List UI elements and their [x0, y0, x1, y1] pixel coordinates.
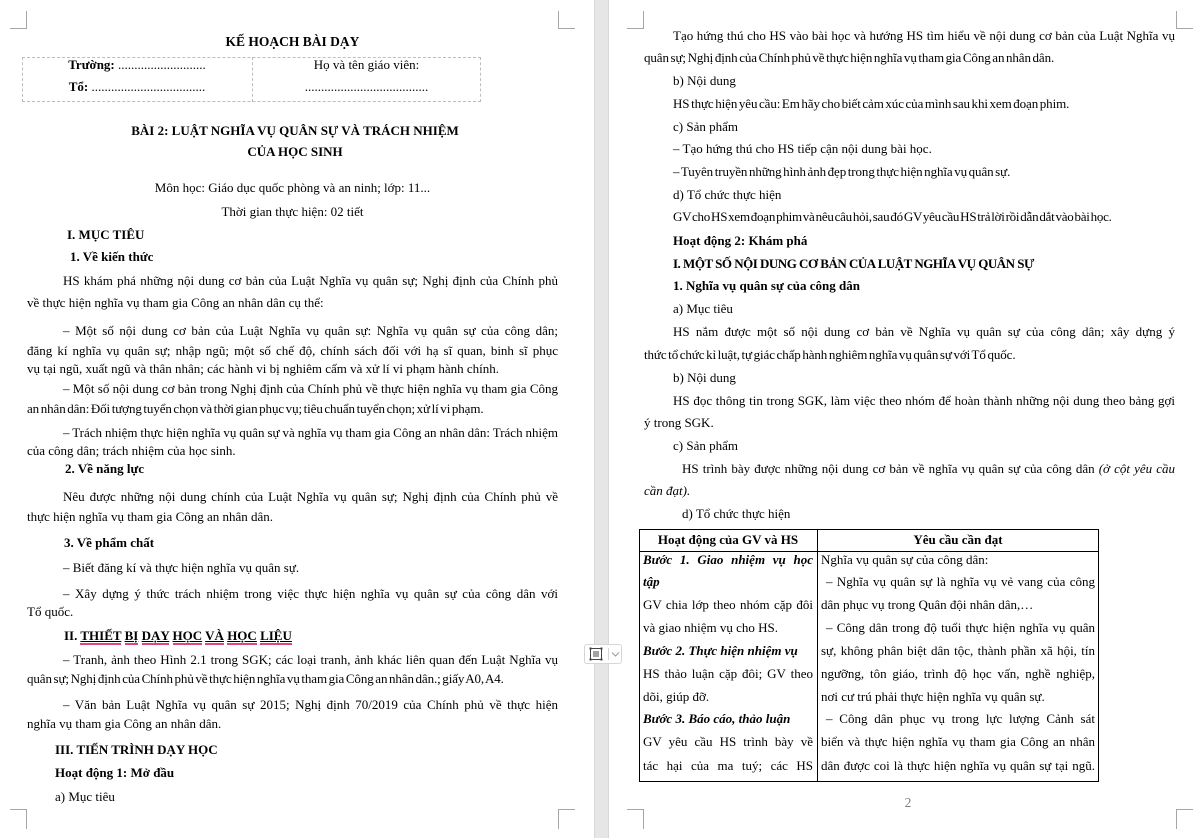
spellcheck-flagged-word[interactable]: HỌC: [172, 628, 203, 643]
spellcheck-flagged-word[interactable]: BỊ: [124, 628, 139, 643]
section-2-heading: [64, 627, 292, 645]
activity-1-content-text: HS thực hiện yêu cầu: Em hãy cho biết cảm xúc của mình sau khi xem đoạn phim.: [673, 96, 1070, 111]
table-cell-line: tập: [643, 574, 660, 589]
table-cell-line: Bước 1. Giao nhiệm vụ học: [643, 552, 813, 567]
crop-mark-top-left: [627, 11, 644, 29]
paragraph-line: – Xây dựng ý thức trách nhiệm trong việc thực hiện nghĩa vụ quân sự của công dân với: [63, 586, 558, 601]
paragraph-line: vụ tại ngũ, xuất ngũ và thân nhân; các hành vi bị nghiêm cấm và xử lí vi phạm hành chính.: [27, 361, 500, 376]
activity-2-content-label: b) Nội dung: [673, 370, 736, 385]
table-cell-line: sự, không phân biệt dân tộc, thành phần xã hội, tín: [821, 643, 1095, 658]
group-field: [22, 78, 252, 96]
teacher-label: Họ và tên giáo viên:: [313, 57, 420, 72]
table-cell-line: Bước 3. Báo cáo, thảo luận: [643, 711, 791, 726]
paragraph-line: Tổ quốc.: [27, 604, 74, 619]
paragraph-line: – Biết đăng kí và thực hiện nghĩa vụ quân sự.: [63, 560, 300, 575]
product-item: – Tạo hứng thú cho HS tiếp cận nội dung bài học.: [673, 141, 932, 156]
crop-mark-top-left: [10, 11, 27, 29]
crop-mark-bottom-left: [10, 809, 27, 829]
spellcheck-flagged-word[interactable]: LIỆU: [260, 628, 292, 643]
layout-options-icon: [589, 647, 603, 661]
paragraph-line: đăng kí nghĩa vụ quân sự; nhập ngũ; một số chế độ, chính sách đối với hạ sĩ quan, binh sĩ phục: [27, 343, 558, 358]
paragraph-line: HS nắm được một số nội dung cơ bản về Nghĩa vụ quân sự của công dân; xây dựng ý: [673, 324, 1175, 339]
layout-options-button[interactable]: [584, 644, 622, 664]
knowledge-heading: 1. Về kiến thức: [70, 249, 154, 264]
activity-2-product-label: c) Sản phẩm: [673, 438, 738, 453]
crop-mark-bottom-right: [558, 809, 575, 829]
paragraph-line: – Văn bản Luật Nghĩa vụ quân sự 2015; Nghị định 70/2019 của Chính phủ về thực hiện: [63, 697, 558, 712]
paragraph-line: về thực hiện nghĩa vụ tham gia Công an nhân dân cụ thể:: [27, 295, 324, 310]
group-value: ...................................: [88, 79, 206, 94]
paragraph-line: HS khám phá những nội dung cơ bản của Luật Nghĩa vụ quân sự; Nghị định của Chính phủ: [63, 273, 558, 288]
product-note: (ở cột yêu cầu: [1098, 461, 1176, 476]
product-note-continued: cần đạt).: [644, 483, 691, 498]
document-title: KẾ HOẠCH BÀI DẠY: [225, 34, 360, 49]
section-1-heading: I. MỤC TIÊU: [67, 227, 145, 242]
duration-line: Thời gian thực hiện: 02 tiết: [221, 204, 364, 219]
paragraph-line: – Một số nội dung cơ bản trong Nghị định của Chính phủ về thực hiện nghĩa vụ tham gia Công: [63, 381, 558, 396]
subject-line: Môn học: Giáo dục quốc phòng và an ninh; lớp: 11...: [154, 180, 431, 195]
crop-mark-top-right: [558, 11, 575, 29]
activity-1-organization-text: GV cho HS xem đoạn phim và nêu câu hỏi, sau đó GV yêu cầu HS trả lời rồi dẫn dắt vào bài học.: [673, 209, 1112, 224]
spellcheck-flagged-word[interactable]: THIẾT: [80, 628, 122, 643]
table-column-divider: [817, 529, 818, 782]
table-cell-line: – Công dân phục vụ trong lực lượng Cảnh sát: [826, 711, 1095, 726]
activity-1-heading: Hoạt động 1: Mở đầu: [55, 765, 175, 780]
school-value: ...........................: [114, 57, 206, 72]
table-cell-line: – Nghĩa vụ quân sự là nghĩa vụ vẻ vang của công: [826, 574, 1095, 589]
subsection-heading: 1. Nghĩa vụ quân sự của công dân: [673, 278, 860, 293]
page-1[interactable]: [0, 0, 594, 838]
teacher-value: ......................................: [304, 79, 429, 94]
activity-1-organization-label: d) Tổ chức thực hiện: [673, 187, 782, 202]
chevron-down-icon[interactable]: [611, 650, 620, 658]
paragraph-line: – Một số nội dung cơ bản của Luật Nghĩa vụ quân sự: Nghĩa vụ quân sự của công dân;: [63, 323, 558, 338]
paragraph-line: quân sự; Nghị định của Chính phủ về thực hiện nghĩa vụ tham gia Công an nhân dân.: [644, 50, 1055, 65]
table-cell-line: ngưỡng, tôn giáo, trình độ học vấn, nghề nghiệp,: [821, 666, 1095, 681]
paragraph-line: – Tranh, ảnh theo Hình 2.1 trong SGK; các loại tranh, ảnh khác liên quan đến Luật Nghĩa vụ: [63, 652, 558, 667]
school-field: [22, 56, 252, 74]
section-2-number: II.: [64, 628, 78, 643]
spellcheck-flagged-word[interactable]: DẠY: [141, 628, 170, 643]
paragraph-line: thực hiện nghĩa vụ tham gia Công an nhân dân.: [27, 509, 274, 524]
paragraph-line: quân sự; Nghị định của Chính phủ về thực hiện nghĩa vụ tham gia Công an nhân dân.; giấy A0, A4.: [27, 671, 504, 686]
table-header-requirements: Yêu cầu cần đạt: [913, 532, 1003, 547]
table-cell-line: GV chia lớp theo nhóm cặp đôi: [643, 597, 813, 612]
crop-mark-bottom-right: [1176, 809, 1193, 829]
paragraph-line: – Trách nhiệm thực hiện nghĩa vụ quân sự và nghĩa vụ tham gia Công an nhân dân: Trách nhiệm: [63, 425, 558, 440]
table-cell-line: dân được coi là thực hiện nghĩa vụ quân sự tại ngũ.: [821, 758, 1095, 773]
table-cell-line: – Công dân trong độ tuổi thực hiện nghĩa vụ quân: [826, 620, 1095, 635]
page-gutter: [594, 0, 609, 838]
lesson-title-line-1: BÀI 2: LUẬT NGHĨA VỤ QUÂN SỰ VÀ TRÁCH NHIỆM: [131, 123, 459, 138]
layout-options-separator: [608, 648, 609, 660]
part-1-heading: I. MỘT SỐ NỘI DUNG CƠ BẢN CỦA LUẬT NGHĨA VỤ QUÂN SỰ: [673, 256, 1034, 271]
paragraph-line: Tạo hứng thú cho HS vào bài học và hướng HS tìm hiểu về nội dung cơ bản của Luật Nghĩa vụ: [673, 28, 1175, 43]
paragraph-line: nghĩa vụ tham gia Công an nhân dân.: [27, 716, 222, 731]
crop-mark-bottom-left: [627, 809, 644, 829]
lesson-title-line-2: CỦA HỌC SINH: [247, 144, 343, 159]
activity-2-heading: Hoạt động 2: Khám phá: [673, 233, 808, 248]
activity-2-organization-label: d) Tổ chức thực hiện: [682, 506, 791, 521]
table-cell-line: HS thảo luận cặp đôi; GV theo: [643, 666, 813, 681]
paragraph-line: Nêu được những nội dung chính của Luật Nghĩa vụ quân sự; Nghị định của Chính phủ về: [63, 489, 558, 504]
table-header-activities: Hoạt động của GV và HS: [657, 532, 799, 547]
paragraph-line: của công dân; trách nhiệm của học sinh.: [27, 443, 236, 458]
paragraph-line: HS đọc thông tin trong SGK, làm việc theo nhóm để hoàn thành những nội dung theo bảng gợi: [673, 393, 1175, 408]
page-number: 2: [904, 795, 912, 810]
crop-mark-top-right: [1176, 11, 1193, 29]
paragraph-line: an nhân dân: Đối tượng tuyển chọn và thời gian phục vụ; tiêu chuẩn tuyển chọn; xử lí vi phạm.: [27, 401, 484, 416]
spellcheck-flagged-word[interactable]: HỌC: [227, 628, 257, 643]
product-text: HS trình bày được những nội dung cơ bản về nghĩa vụ quân sự của công dân: [682, 461, 1095, 476]
paragraph-line: [682, 460, 1175, 478]
table-cell-line: dõi, giúp đỡ.: [643, 689, 710, 704]
group-label: Tổ:: [68, 79, 89, 94]
competence-heading: 2. Về năng lực: [65, 461, 145, 476]
activity-2-objective-label: a) Mục tiêu: [673, 301, 733, 316]
spellcheck-flagged-word[interactable]: VÀ: [205, 628, 224, 643]
table-cell-line: GV yêu cầu HS trình bày về: [643, 734, 813, 749]
paragraph-line: ý trong SGK.: [644, 415, 714, 430]
table-cell-line: tác hại của ma tuý; các HS: [643, 758, 813, 773]
table-cell-line: Nghĩa vụ quân sự của công dân:: [821, 552, 989, 567]
page-2[interactable]: [609, 0, 1199, 838]
activity-1-objective-label: a) Mục tiêu: [55, 789, 115, 804]
activity-1-content-label: b) Nội dung: [673, 73, 736, 88]
table-cell-line: biển và thực hiện nghĩa vụ tham gia Công an nhân: [821, 734, 1095, 749]
section-3-heading: III. TIẾN TRÌNH DẠY HỌC: [55, 742, 218, 757]
qualities-heading: 3. Về phẩm chất: [64, 535, 155, 550]
table-cell-line: nơi cư trú phải thực hiện nghĩa vụ quân sự.: [821, 689, 1045, 704]
school-label: Trường:: [68, 57, 115, 72]
product-item: – Tuyên truyền những hình ảnh đẹp trong thực hiện nghĩa vụ quân sự.: [673, 164, 1011, 179]
paragraph-line: thức tổ chức kỉ luật, tự giác chấp hành nghiêm nghĩa vụ quân sự với Tổ quốc.: [644, 347, 1016, 362]
table-cell-line: dân phục vụ trong Quân đội nhân dân,…: [821, 597, 1034, 612]
table-cell-line: và giao nhiệm vụ cho HS.: [643, 620, 779, 635]
activity-1-product-label: c) Sản phẩm: [673, 119, 738, 134]
table-cell-line: Bước 2. Thực hiện nhiệm vụ: [643, 643, 798, 658]
